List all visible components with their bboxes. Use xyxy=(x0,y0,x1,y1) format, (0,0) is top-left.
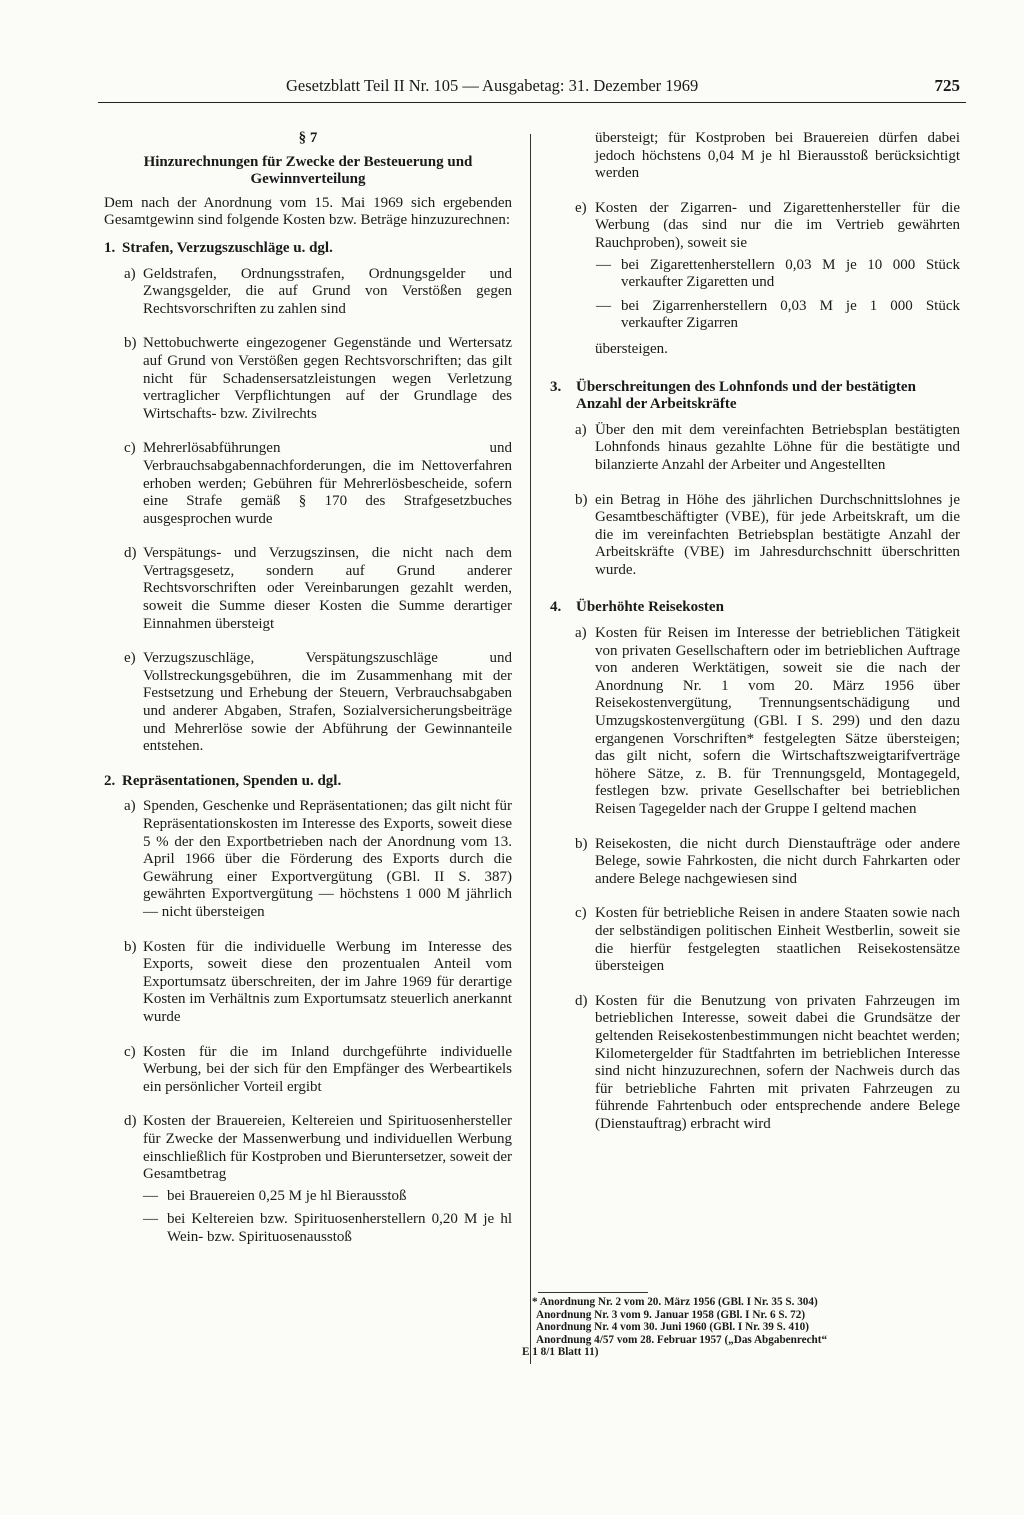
footnote-line: E 1 8/1 Blatt 11) xyxy=(522,1346,599,1359)
heading-number: 1. xyxy=(104,239,116,256)
item-label: a) xyxy=(575,625,587,642)
item-text: Verspätungs- und Verzugszinsen, die nicht nach dem Vertragsgesetz, sondern auf Grund anderer Rechtsvorschriften oder Vereinbarungen gezahlt werden, soweit die Summe dieser Kosten die Summe derartiger Einnahmen übersteigt xyxy=(143,545,512,632)
header-title: Gesetzblatt Teil II Nr. 105 — Ausgabetag: 31. Dezember 1969 xyxy=(286,76,699,95)
heading-number: 2. xyxy=(104,772,116,789)
dash-text: bei Zigarrenherstellern 0,03 M je 1 000 Stück verkaufter Zigarren xyxy=(621,297,960,332)
item-text: Kosten für die individuelle Werbung im Interesse des Exports, soweit diese den prozentualen Anteil vom Exportumsatz überschreiten, der im Jahre 1969 für derartige Kosten im Verhältnis zum Exportumsatz steuerlich anerkannt wurde xyxy=(143,938,512,1025)
item-label: d) xyxy=(124,545,137,562)
list-item xyxy=(104,939,512,1027)
item-label: a) xyxy=(124,798,136,815)
heading-number: 4. xyxy=(550,599,562,616)
item-text: Kosten für die Benutzung von privaten Fahrzeugen im betrieblichen Interesse, soweit dabei die Grundsätze der geltenden Reisekostenbestimmungen nicht beachtet werden; Kilometergelder für Stadtfahrten im betrieblichen Interesse sind nicht hinzuzurechnen, sofern der Nachweis durch das für betriebliche Fahrten mit privaten Fahrzeugen zu führende Fahrtenbuch oder entsprechende andere Belege (Dienstauftrag) erbracht wird xyxy=(595,992,960,1132)
footnotes xyxy=(510,1296,960,1359)
heading-2 xyxy=(104,773,512,791)
dash-mark: — xyxy=(596,256,611,273)
footnote-rule xyxy=(538,1292,648,1293)
page-header xyxy=(98,76,966,102)
footnote-line: * Anordnung Nr. 2 vom 20. März 1956 (GBl. I Nr. 35 S. 304) xyxy=(532,1296,818,1308)
item-label: c) xyxy=(575,905,587,922)
list-item xyxy=(104,335,512,423)
section-title: Hinzurechnungen für Zwecke der Besteuerung und Gewinnverteilung xyxy=(143,153,473,188)
item-text: Nettobuchwerte eingezogener Gegenstände und Wertersatz auf Grund von Verstößen gegen Rechtsvorschriften; das gilt nicht für Schadensersatzleistungen wegen Verletzung vertraglicher Verpflichtungen auf der Grundlage des Wirtschafts- bzw. Zivilrechts xyxy=(143,335,512,422)
dash-text: bei Zigarettenherstellern 0,03 M je 10 000 Stück verkaufter Zigaretten und xyxy=(621,256,960,291)
item-label: b) xyxy=(124,335,137,352)
list-item xyxy=(104,798,512,921)
list-item xyxy=(550,200,960,253)
heading-title: Überschreitungen des Lohnfonds und der bestätigten Anzahl der Arbeitskräfte xyxy=(576,378,916,413)
column-divider xyxy=(530,134,531,1364)
dash-mark: — xyxy=(596,297,611,314)
list-item xyxy=(550,492,960,580)
dash-mark: — xyxy=(143,1211,158,1228)
dash-mark: — xyxy=(143,1187,158,1204)
list-item xyxy=(104,266,512,319)
item-label: b) xyxy=(575,835,588,852)
list-item xyxy=(104,650,512,756)
item-label: d) xyxy=(124,1113,137,1130)
heading-number: 3. xyxy=(550,378,562,395)
left-column xyxy=(104,130,512,1252)
item-label: a) xyxy=(575,421,587,438)
item-label: b) xyxy=(124,938,137,955)
heading-4 xyxy=(550,599,960,617)
item-text: Über den mit dem vereinfachten Betriebsplan bestätigten Lohnfonds hinaus gezahlte Löhne für die bestätigte und bilanzierte Anzahl der Arbeiter und Angestellten xyxy=(595,421,960,473)
dash-item xyxy=(104,1211,512,1246)
item-label: d) xyxy=(575,992,588,1009)
heading-title: Repräsentationen, Spenden u. dgl. xyxy=(122,772,342,789)
item-label: e) xyxy=(575,199,587,216)
section-number: § 7 xyxy=(298,130,318,146)
dash-item xyxy=(104,1188,512,1206)
item-label: e) xyxy=(124,650,136,667)
heading-3 xyxy=(550,379,960,414)
right-column xyxy=(550,130,960,1151)
continuation-text: übersteigt; für Kostproben bei Brauereien dürfen dabei jedoch höchstens 0,04 M je hl Bierausstoß berücksichtigt werden xyxy=(595,130,960,182)
item-text: Geldstrafen, Ordnungsstrafen, Ordnungsgelder und Zwangsgelder, die auf Grund von Verstößen gegen Rechtsvorschriften zu zahlen sind xyxy=(143,265,512,317)
item-text: Spenden, Geschenke und Repräsentationen; das gilt nicht für Repräsentationskosten im Interesse des Exports, soweit diese 5 % der den Exportbetrieben nach der Anordnung vom 13. April 1966 über die Förderung des Exports durch die Gewährung einer Exportvergütung (GBl. II S. 387) gewährten Exportvergütung — höchstens 1 000 M jährlich — nicht übersteigen xyxy=(143,798,512,920)
heading-title: Strafen, Verzugszuschläge u. dgl. xyxy=(122,239,333,256)
header-rule xyxy=(98,102,966,103)
footnote-line: Anordnung 4/57 vom 28. Februar 1957 („Das Abgabenrecht“ xyxy=(536,1333,828,1346)
item-text: Kosten der Zigarren- und Zigarettenhersteller für die Werbung (das sind nur die im Vertrieb gewährten Rauchproben), soweit sie xyxy=(595,199,960,251)
footnote-line: Anordnung Nr. 4 vom 30. Juni 1960 (GBl. I Nr. 39 S. 410) xyxy=(536,1321,809,1334)
item-label: a) xyxy=(124,265,136,282)
list-item xyxy=(550,905,960,975)
heading-title: Überhöhte Reisekosten xyxy=(576,599,724,616)
list-item xyxy=(550,993,960,1134)
item-text: Kosten für die im Inland durchgeführte individuelle Werbung, bei der sich für den Empfänger des Werbeartikels ein persönlicher Vorteil ergibt xyxy=(143,1043,512,1095)
item-label: c) xyxy=(124,1043,136,1060)
list-item xyxy=(550,836,960,889)
heading-1 xyxy=(104,240,512,258)
list-item xyxy=(550,422,960,475)
item-label: c) xyxy=(124,440,136,457)
dash-text: bei Brauereien 0,25 M je hl Bierausstoß xyxy=(167,1187,407,1204)
list-item xyxy=(104,545,512,633)
dash-item xyxy=(550,257,960,292)
section-intro: Dem nach der Anordnung vom 15. Mai 1969 sich ergebenden Gesamtgewinn sind folgende Kosten bzw. Beträge hinzuzurechnen: xyxy=(104,194,512,229)
list-item xyxy=(104,1113,512,1183)
item-text: Mehrerlösabführungen und Verbrauchsabgabennachforderungen, die im Nettoverfahren erhoben werden; Gebühren für Mehrerlösbescheide, sofern eine Strafe gemäß § 170 des Strafgesetzbuches ausgesprochen wurde xyxy=(143,440,512,527)
list-item xyxy=(104,1044,512,1097)
item-text: Kosten für Reisen im Interesse der betrieblichen Tätigkeit von privaten Gesellschaftern oder im betrieblichen Auftrage von anderen Werktätigen, soweit sie die nach der Anordnung Nr. 1 vom 20. März 1956 über Reisekostenvergütung, Trennungsentschädigung und Umzugskostenvergütung (GBl. I S. 299) und den dazu ergangenen Vorschriften* festgelegten Sätze übersteigen; das gilt nicht, sofern die Wirtschaftszweigtarifverträge höhere Sätze, z. B. für Trennungsgeld, Montagegeld, festlegen bzw. private Gesellschafter bei betrieblichen Reisen Tagegelder nach der Gruppe I geltend machen xyxy=(595,625,960,817)
item-text: Kosten für betriebliche Reisen in andere Staaten sowie nach der selbständigen politischen Einheit Westberlin, soweit sie die hierfür festgelegten staatlichen Reisekostensätze übersteigen xyxy=(595,905,960,975)
item-text: Reisekosten, die nicht durch Dienstaufträge oder andere Belege, sowie Fahrkosten, die nicht durch Fahrkarten oder andere Belege nachgewiesen sind xyxy=(595,835,960,887)
item-text: Verzugszuschläge, Verspätungszuschläge und Vollstreckungsgebühren, die im Zusammenhang mit der Festsetzung und Erhebung der Steuern, Verbrauchsabgaben und anderer Abgaben, Strafen, Sozialversicherungsbeiträge und Mehrerlöse sowie der Abführung der Gewinnanteile entstehen. xyxy=(143,650,512,755)
footnote-line: Anordnung Nr. 3 vom 9. Januar 1958 (GBl. I Nr. 6 S. 72) xyxy=(536,1308,806,1321)
continuation-text: übersteigen. xyxy=(595,340,668,357)
item-text: Kosten der Brauereien, Keltereien und Spirituosenhersteller für Zwecke der Massenwerbung und individuellen Werbung einschließlich für Kostproben und Bieruntersetzer, soweit der Gesamtbetrag xyxy=(143,1113,512,1183)
list-item xyxy=(550,625,960,819)
item-text: ein Betrag in Höhe des jährlichen Durchschnittslohnes je Gesamtbeschäftigter (VBE), für jede Arbeitskraft, um die die im vereinfachten Betriebsplan bestätigte Anzahl der Arbeitskräfte (VBE) im Jahresdurchschnitt überschritten wurde. xyxy=(595,491,960,578)
item-label: b) xyxy=(575,491,588,508)
page-number: 725 xyxy=(934,76,960,95)
list-item xyxy=(104,440,512,528)
dash-item xyxy=(550,298,960,333)
dash-text: bei Keltereien bzw. Spirituosenherstellern 0,20 M je hl Wein- bzw. Spirituosenausstoß xyxy=(167,1211,512,1245)
